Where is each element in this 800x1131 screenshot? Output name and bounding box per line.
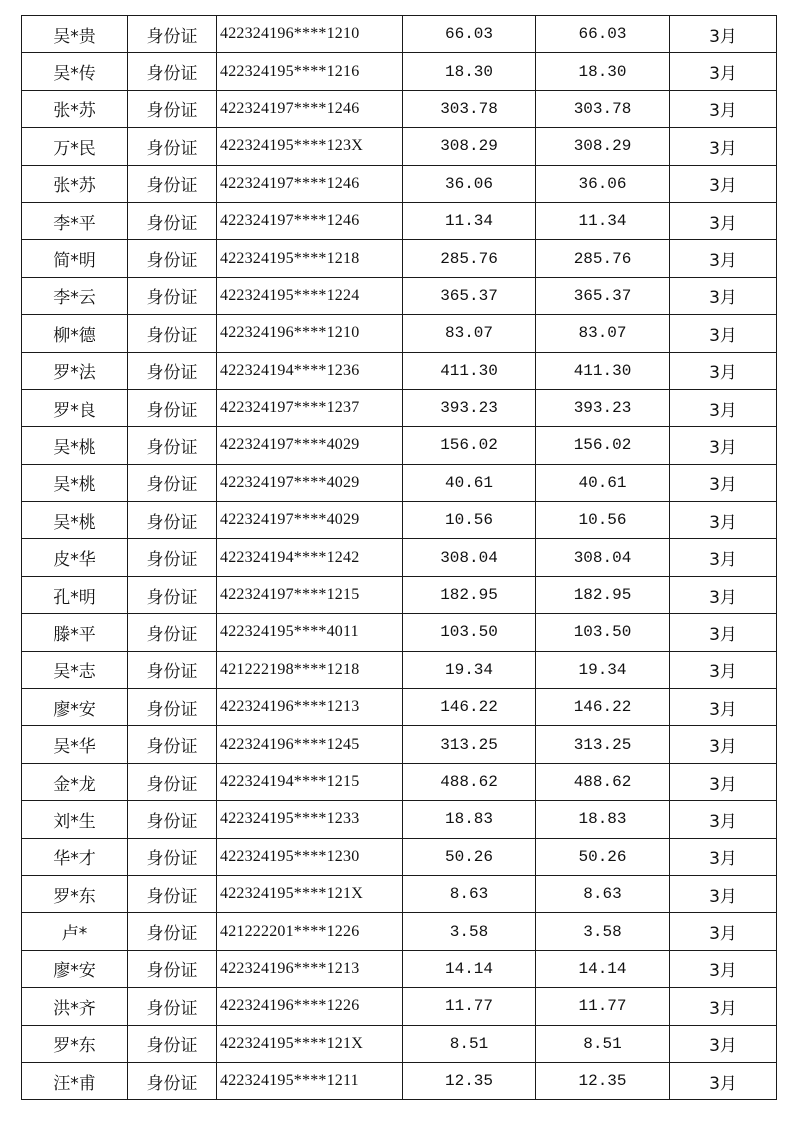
id-type-cell: 身份证: [128, 315, 217, 352]
amount-paid-cell: 146.22: [536, 689, 670, 726]
month-cell: 3月: [670, 464, 777, 501]
amount-cell: 411.30: [403, 352, 536, 389]
id-number-cell: 422324197****1246: [217, 165, 403, 202]
amount-paid-cell: 156.02: [536, 427, 670, 464]
id-type-cell: 身份证: [128, 128, 217, 165]
name-cell: 吴*传: [22, 53, 128, 90]
month-cell: 3月: [670, 53, 777, 90]
id-number-cell: 422324195****1211: [217, 1062, 403, 1099]
id-number-cell: 422324197****1246: [217, 90, 403, 127]
amount-cell: 12.35: [403, 1062, 536, 1099]
amount-paid-cell: 3.58: [536, 913, 670, 950]
id-type-cell: 身份证: [128, 277, 217, 314]
id-type-cell: 身份证: [128, 202, 217, 239]
table-row: [22, 202, 777, 239]
table-row: [22, 502, 777, 539]
table-row: [22, 1025, 777, 1062]
month-cell: 3月: [670, 90, 777, 127]
amount-cell: 14.14: [403, 950, 536, 987]
id-type-cell: 身份证: [128, 838, 217, 875]
table-row: [22, 651, 777, 688]
month-cell: 3月: [670, 875, 777, 912]
amount-paid-cell: 19.34: [536, 651, 670, 688]
amount-paid-cell: 40.61: [536, 464, 670, 501]
id-type-cell: 身份证: [128, 763, 217, 800]
table-row: [22, 913, 777, 950]
amount-paid-cell: 103.50: [536, 614, 670, 651]
id-type-cell: 身份证: [128, 240, 217, 277]
amount-paid-cell: 18.30: [536, 53, 670, 90]
table-row: [22, 726, 777, 763]
table-row: [22, 315, 777, 352]
id-type-cell: 身份证: [128, 651, 217, 688]
name-cell: 吴*桃: [22, 502, 128, 539]
name-cell: 皮*华: [22, 539, 128, 576]
id-number-cell: 422324194****1236: [217, 352, 403, 389]
name-cell: 李*云: [22, 277, 128, 314]
table-row: [22, 838, 777, 875]
amount-cell: 3.58: [403, 913, 536, 950]
name-cell: 滕*平: [22, 614, 128, 651]
table-row: [22, 90, 777, 127]
id-type-cell: 身份证: [128, 726, 217, 763]
amount-paid-cell: 8.63: [536, 875, 670, 912]
amount-paid-cell: 365.37: [536, 277, 670, 314]
table-row: [22, 1062, 777, 1099]
name-cell: 廖*安: [22, 950, 128, 987]
id-type-cell: 身份证: [128, 689, 217, 726]
month-cell: 3月: [670, 427, 777, 464]
amount-cell: 66.03: [403, 16, 536, 53]
month-cell: 3月: [670, 651, 777, 688]
id-number-cell: 421222198****1218: [217, 651, 403, 688]
month-cell: 3月: [670, 801, 777, 838]
id-type-cell: 身份证: [128, 90, 217, 127]
name-cell: 孔*明: [22, 576, 128, 613]
id-number-cell: 422324195****1233: [217, 801, 403, 838]
amount-paid-cell: 8.51: [536, 1025, 670, 1062]
month-cell: 3月: [670, 165, 777, 202]
amount-paid-cell: 488.62: [536, 763, 670, 800]
id-type-cell: 身份证: [128, 464, 217, 501]
amount-paid-cell: 285.76: [536, 240, 670, 277]
id-number-cell: 422324196****1210: [217, 315, 403, 352]
name-cell: 卢*: [22, 913, 128, 950]
id-number-cell: 422324194****1215: [217, 763, 403, 800]
amount-paid-cell: 393.23: [536, 389, 670, 426]
amount-paid-cell: 308.04: [536, 539, 670, 576]
id-number-cell: 422324197****4029: [217, 427, 403, 464]
name-cell: 金*龙: [22, 763, 128, 800]
month-cell: 3月: [670, 277, 777, 314]
amount-cell: 18.30: [403, 53, 536, 90]
month-cell: 3月: [670, 352, 777, 389]
id-type-cell: 身份证: [128, 913, 217, 950]
amount-cell: 8.63: [403, 875, 536, 912]
month-cell: 3月: [670, 913, 777, 950]
month-cell: 3月: [670, 128, 777, 165]
name-cell: 罗*东: [22, 875, 128, 912]
amount-cell: 308.04: [403, 539, 536, 576]
name-cell: 吴*志: [22, 651, 128, 688]
name-cell: 吴*华: [22, 726, 128, 763]
id-number-cell: 422324197****1246: [217, 202, 403, 239]
id-type-cell: 身份证: [128, 53, 217, 90]
amount-cell: 11.77: [403, 988, 536, 1025]
table-row: [22, 950, 777, 987]
name-cell: 万*民: [22, 128, 128, 165]
id-type-cell: 身份证: [128, 1062, 217, 1099]
month-cell: 3月: [670, 614, 777, 651]
name-cell: 汪*甫: [22, 1062, 128, 1099]
amount-cell: 11.34: [403, 202, 536, 239]
amount-paid-cell: 313.25: [536, 726, 670, 763]
id-number-cell: 422324196****1226: [217, 988, 403, 1025]
amount-cell: 40.61: [403, 464, 536, 501]
id-number-cell: 422324197****4029: [217, 464, 403, 501]
name-cell: 柳*德: [22, 315, 128, 352]
month-cell: 3月: [670, 240, 777, 277]
id-number-cell: 422324196****1213: [217, 689, 403, 726]
month-cell: 3月: [670, 1025, 777, 1062]
amount-cell: 488.62: [403, 763, 536, 800]
id-number-cell: 421222201****1226: [217, 913, 403, 950]
id-type-cell: 身份证: [128, 352, 217, 389]
month-cell: 3月: [670, 16, 777, 53]
name-cell: 简*明: [22, 240, 128, 277]
amount-cell: 156.02: [403, 427, 536, 464]
name-cell: 罗*良: [22, 389, 128, 426]
amount-cell: 8.51: [403, 1025, 536, 1062]
table-row: [22, 165, 777, 202]
id-type-cell: 身份证: [128, 165, 217, 202]
name-cell: 罗*东: [22, 1025, 128, 1062]
id-type-cell: 身份证: [128, 539, 217, 576]
id-number-cell: 422324196****1245: [217, 726, 403, 763]
month-cell: 3月: [670, 1062, 777, 1099]
id-type-cell: 身份证: [128, 16, 217, 53]
table-row: [22, 427, 777, 464]
name-cell: 张*苏: [22, 165, 128, 202]
name-cell: 华*才: [22, 838, 128, 875]
table-row: [22, 801, 777, 838]
amount-cell: 50.26: [403, 838, 536, 875]
id-number-cell: 422324197****1237: [217, 389, 403, 426]
id-number-cell: 422324195****121X: [217, 1025, 403, 1062]
amount-cell: 103.50: [403, 614, 536, 651]
id-type-cell: 身份证: [128, 614, 217, 651]
amount-paid-cell: 308.29: [536, 128, 670, 165]
amount-cell: 365.37: [403, 277, 536, 314]
amount-paid-cell: 11.77: [536, 988, 670, 1025]
id-number-cell: 422324194****1242: [217, 539, 403, 576]
name-cell: 刘*生: [22, 801, 128, 838]
table-row: [22, 689, 777, 726]
amount-paid-cell: 10.56: [536, 502, 670, 539]
amount-cell: 393.23: [403, 389, 536, 426]
id-number-cell: 422324195****4011: [217, 614, 403, 651]
table-row: [22, 539, 777, 576]
table-row: [22, 53, 777, 90]
id-type-cell: 身份证: [128, 801, 217, 838]
month-cell: 3月: [670, 689, 777, 726]
amount-cell: 285.76: [403, 240, 536, 277]
month-cell: 3月: [670, 726, 777, 763]
month-cell: 3月: [670, 576, 777, 613]
name-cell: 吴*桃: [22, 464, 128, 501]
month-cell: 3月: [670, 502, 777, 539]
id-type-cell: 身份证: [128, 427, 217, 464]
amount-cell: 36.06: [403, 165, 536, 202]
id-type-cell: 身份证: [128, 389, 217, 426]
id-number-cell: 422324195****1230: [217, 838, 403, 875]
id-number-cell: 422324195****1224: [217, 277, 403, 314]
table-row: [22, 16, 777, 53]
amount-cell: 182.95: [403, 576, 536, 613]
amount-paid-cell: 411.30: [536, 352, 670, 389]
table-row: [22, 389, 777, 426]
amount-paid-cell: 50.26: [536, 838, 670, 875]
table-row: [22, 128, 777, 165]
month-cell: 3月: [670, 763, 777, 800]
month-cell: 3月: [670, 389, 777, 426]
amount-paid-cell: 36.06: [536, 165, 670, 202]
amount-cell: 308.29: [403, 128, 536, 165]
id-number-cell: 422324195****121X: [217, 875, 403, 912]
id-number-cell: 422324196****1210: [217, 16, 403, 53]
amount-paid-cell: 14.14: [536, 950, 670, 987]
id-number-cell: 422324196****1213: [217, 950, 403, 987]
table-row: [22, 352, 777, 389]
month-cell: 3月: [670, 838, 777, 875]
amount-paid-cell: 18.83: [536, 801, 670, 838]
name-cell: 吴*桃: [22, 427, 128, 464]
payment-table: [21, 15, 777, 1100]
id-type-cell: 身份证: [128, 502, 217, 539]
amount-cell: 10.56: [403, 502, 536, 539]
document-sheet: [21, 15, 776, 1100]
table-row: [22, 240, 777, 277]
amount-paid-cell: 12.35: [536, 1062, 670, 1099]
id-number-cell: 422324197****4029: [217, 502, 403, 539]
month-cell: 3月: [670, 202, 777, 239]
amount-cell: 313.25: [403, 726, 536, 763]
id-type-cell: 身份证: [128, 950, 217, 987]
id-type-cell: 身份证: [128, 875, 217, 912]
amount-paid-cell: 11.34: [536, 202, 670, 239]
id-number-cell: 422324195****1218: [217, 240, 403, 277]
amount-paid-cell: 303.78: [536, 90, 670, 127]
table-row: [22, 988, 777, 1025]
name-cell: 张*苏: [22, 90, 128, 127]
amount-cell: 83.07: [403, 315, 536, 352]
amount-cell: 19.34: [403, 651, 536, 688]
table-row: [22, 464, 777, 501]
id-type-cell: 身份证: [128, 576, 217, 613]
month-cell: 3月: [670, 988, 777, 1025]
name-cell: 洪*齐: [22, 988, 128, 1025]
id-type-cell: 身份证: [128, 988, 217, 1025]
table-row: [22, 875, 777, 912]
table-body: [22, 16, 777, 1100]
amount-cell: 18.83: [403, 801, 536, 838]
table-row: [22, 763, 777, 800]
month-cell: 3月: [670, 539, 777, 576]
id-number-cell: 422324197****1215: [217, 576, 403, 613]
id-type-cell: 身份证: [128, 1025, 217, 1062]
amount-paid-cell: 66.03: [536, 16, 670, 53]
amount-cell: 303.78: [403, 90, 536, 127]
table-row: [22, 277, 777, 314]
month-cell: 3月: [670, 950, 777, 987]
id-number-cell: 422324195****123X: [217, 128, 403, 165]
table-row: [22, 614, 777, 651]
table-row: [22, 576, 777, 613]
amount-paid-cell: 83.07: [536, 315, 670, 352]
amount-cell: 146.22: [403, 689, 536, 726]
amount-paid-cell: 182.95: [536, 576, 670, 613]
name-cell: 廖*安: [22, 689, 128, 726]
name-cell: 吴*贵: [22, 16, 128, 53]
id-number-cell: 422324195****1216: [217, 53, 403, 90]
name-cell: 罗*法: [22, 352, 128, 389]
month-cell: 3月: [670, 315, 777, 352]
name-cell: 李*平: [22, 202, 128, 239]
